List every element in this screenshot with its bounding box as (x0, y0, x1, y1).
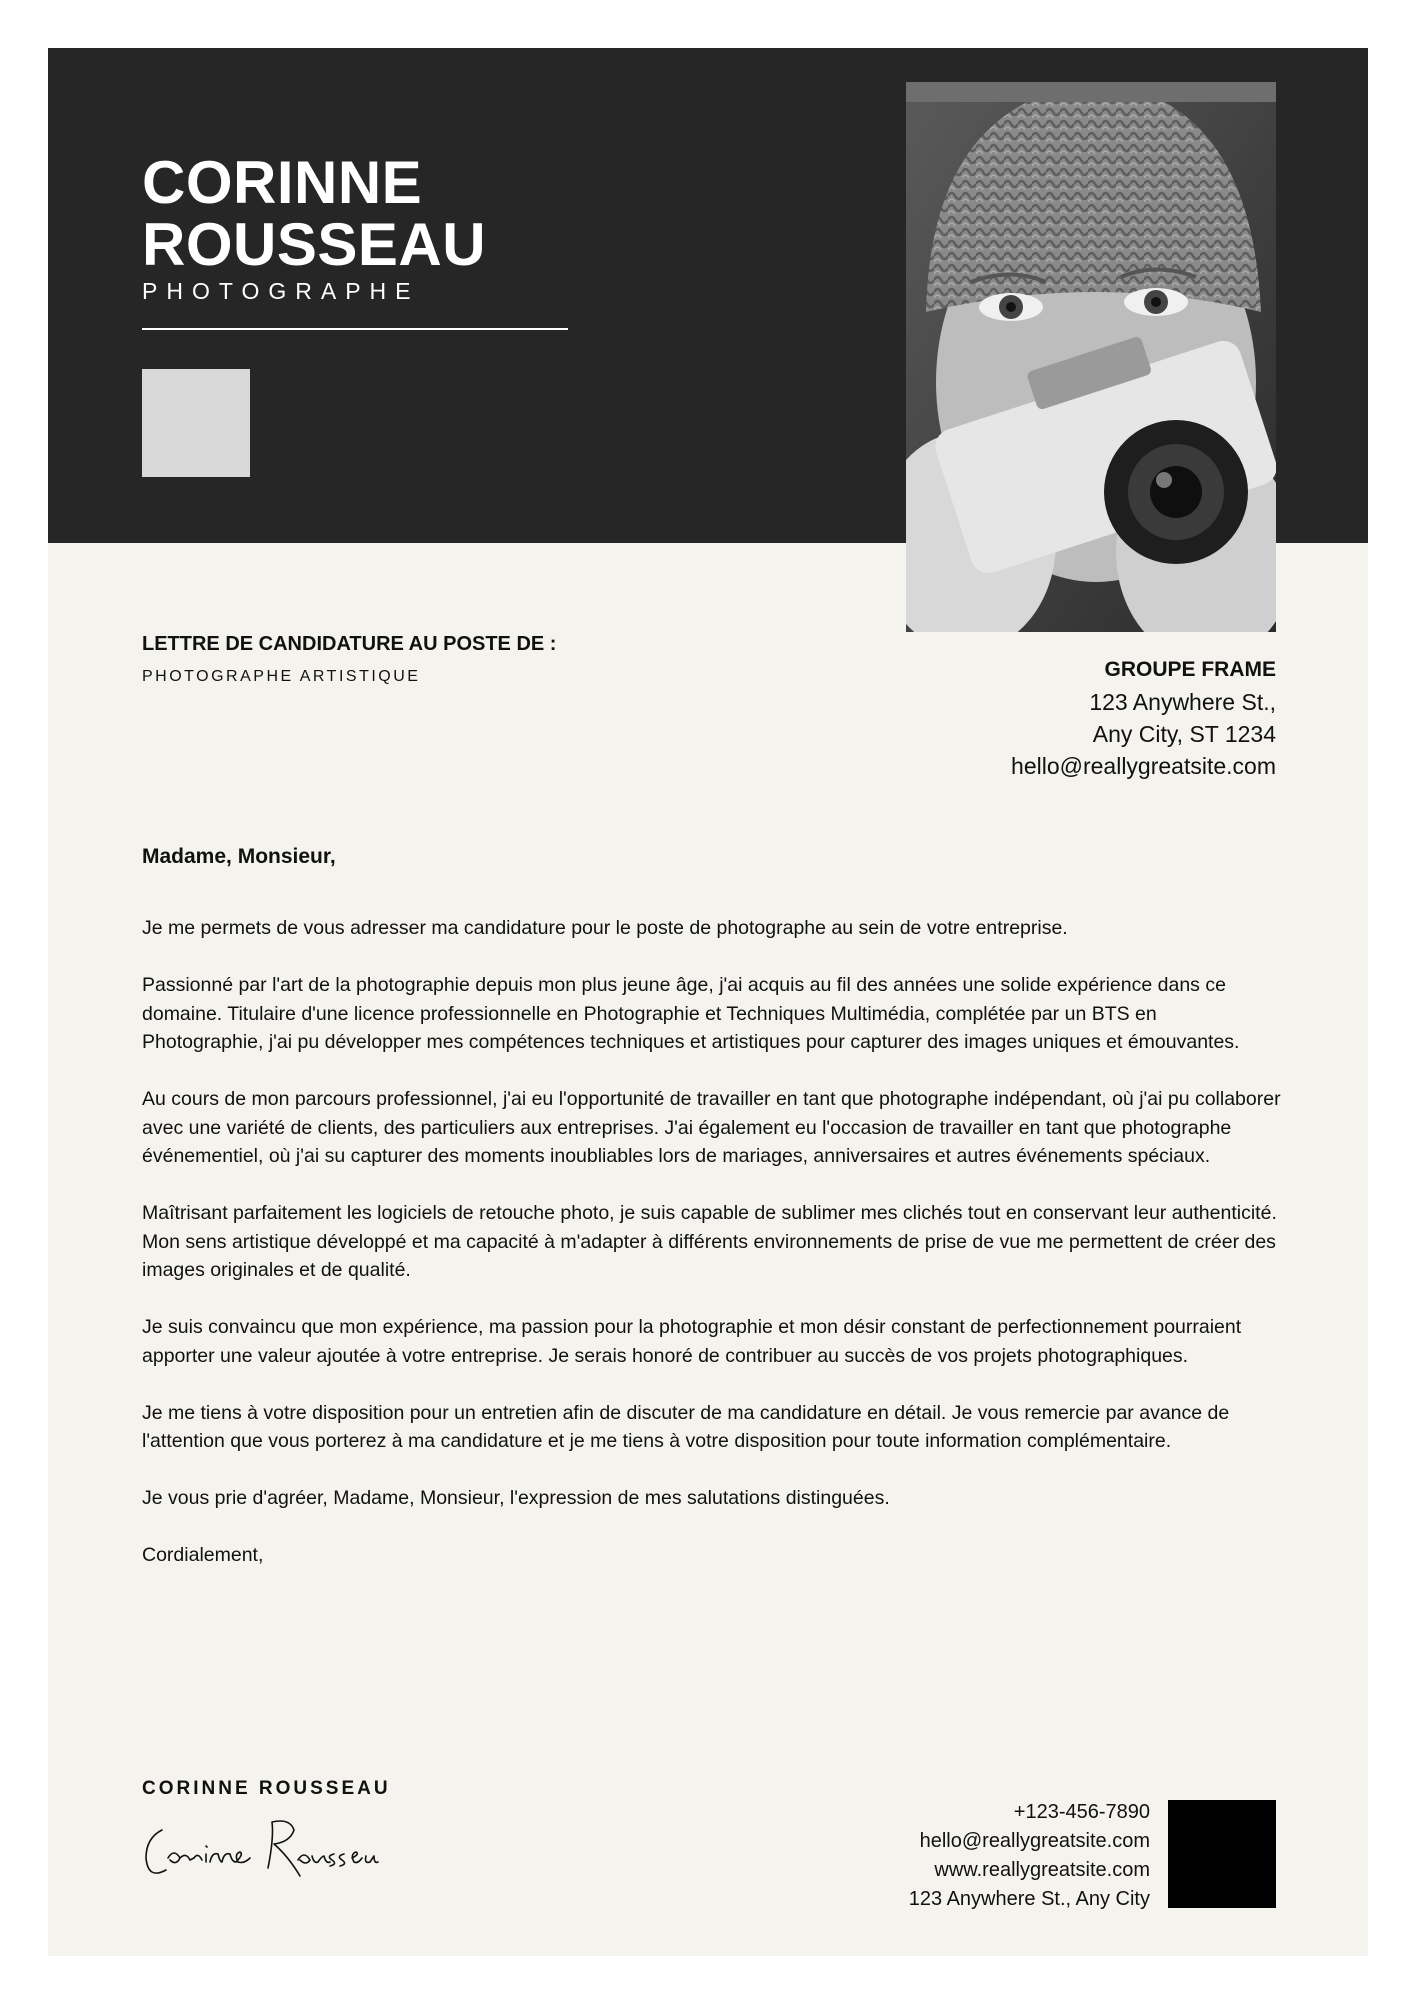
email-address: hello@reallygreatsite.com (919, 1830, 1150, 1852)
letter-page (48, 48, 1368, 1956)
photographer-image (906, 82, 1276, 632)
body-paragraph: Maîtrisant parfaitement les logiciels de retouche photo, je suis capable de sublimer mes clichés tout en conservant leur authenticité. Mon sens artistique développé et ma capacité à m'adapter à différents environnements de prise de vue me permettent de créer des images originales et de qualité. (142, 1202, 1277, 1281)
position-title: PHOTOGRAPHE ARTISTIQUE (142, 668, 421, 685)
recipient-email: hello@reallygreatsite.com (1011, 753, 1276, 779)
body-paragraph: Au cours de mon parcours professionnel, j'ai eu l'opportunité de travailler en tant que photographe indépendant, où j'ai pu collaborer avec une variété de clients, des particuliers aux entreprises. J'ai également eu l'occasion de travailler en tant que photographe événementiel, où j'ai su capturer des moments inoubliables lors de mariages, anniversaires et autres événements spéciaux. (142, 1088, 1281, 1167)
recipient-company: GROUPE FRAME (1104, 658, 1276, 681)
postal-address: 123 Anywhere St., Any City (908, 1888, 1150, 1910)
portrait-photo (906, 82, 1276, 632)
recipient-address (1011, 654, 1276, 782)
applicant-name (142, 149, 487, 278)
body-paragraph: Je me permets de vous adresser ma candidature pour le poste de photographe au sein de votre entreprise. (142, 917, 1068, 939)
sender-contact (909, 1798, 1150, 1914)
qr-code-placeholder (1168, 1800, 1276, 1908)
handwritten-signature (140, 1808, 380, 1888)
body-paragraph: Passionné par l'art de la photographie depuis mon plus jeune âge, j'ai acquis au fil des années une solide expérience dans ce domaine. Titulaire d'une licence professionnelle en Photographie et Techniques Multimédia, complétée par un BTS en Photographie, j'ai pu développer mes compétences techniques et artistiques pour capturer des images uniques et émouvantes. (142, 974, 1240, 1053)
salutation: Madame, Monsieur, (142, 845, 336, 868)
last-name: ROUSSEAU (142, 211, 487, 278)
sender-name: CORINNE ROUSSEAU (142, 1778, 391, 1799)
body-paragraph: Je me tiens à votre disposition pour un entretien afin de discuter de ma candidature en détail. Je vous remercie par avance de l'attention que vous porterez à ma candidature et je me tiens à votre disposition pour toute information complémentaire. (142, 1401, 1230, 1452)
letter-body (142, 914, 1282, 1598)
sign-off: Cordialement, (142, 1544, 264, 1566)
recipient-street: 123 Anywhere St., (1089, 689, 1276, 715)
position-heading: LETTRE DE CANDIDATURE AU POSTE DE : (142, 633, 557, 655)
closing-formula: Je vous prie d'agréer, Madame, Monsieur, l'expression de mes salutations distinguées. (142, 1487, 890, 1509)
recipient-city: Any City, ST 1234 (1092, 721, 1276, 747)
logo-placeholder (142, 369, 250, 477)
website-url: www.reallygreatsite.com (934, 1859, 1150, 1881)
phone-number: +123-456-7890 (1013, 1801, 1150, 1823)
first-name: CORINNE (142, 149, 423, 216)
divider (142, 328, 568, 330)
body-paragraph: Je suis convaincu que mon expérience, ma passion pour la photographie et mon désir constant de perfectionnement pourraient apporter une valeur ajoutée à votre entreprise. Je serais honoré de contribuer au succès de vos projets photographiques. (142, 1316, 1242, 1367)
job-title: PHOTOGRAPHE (142, 278, 420, 304)
